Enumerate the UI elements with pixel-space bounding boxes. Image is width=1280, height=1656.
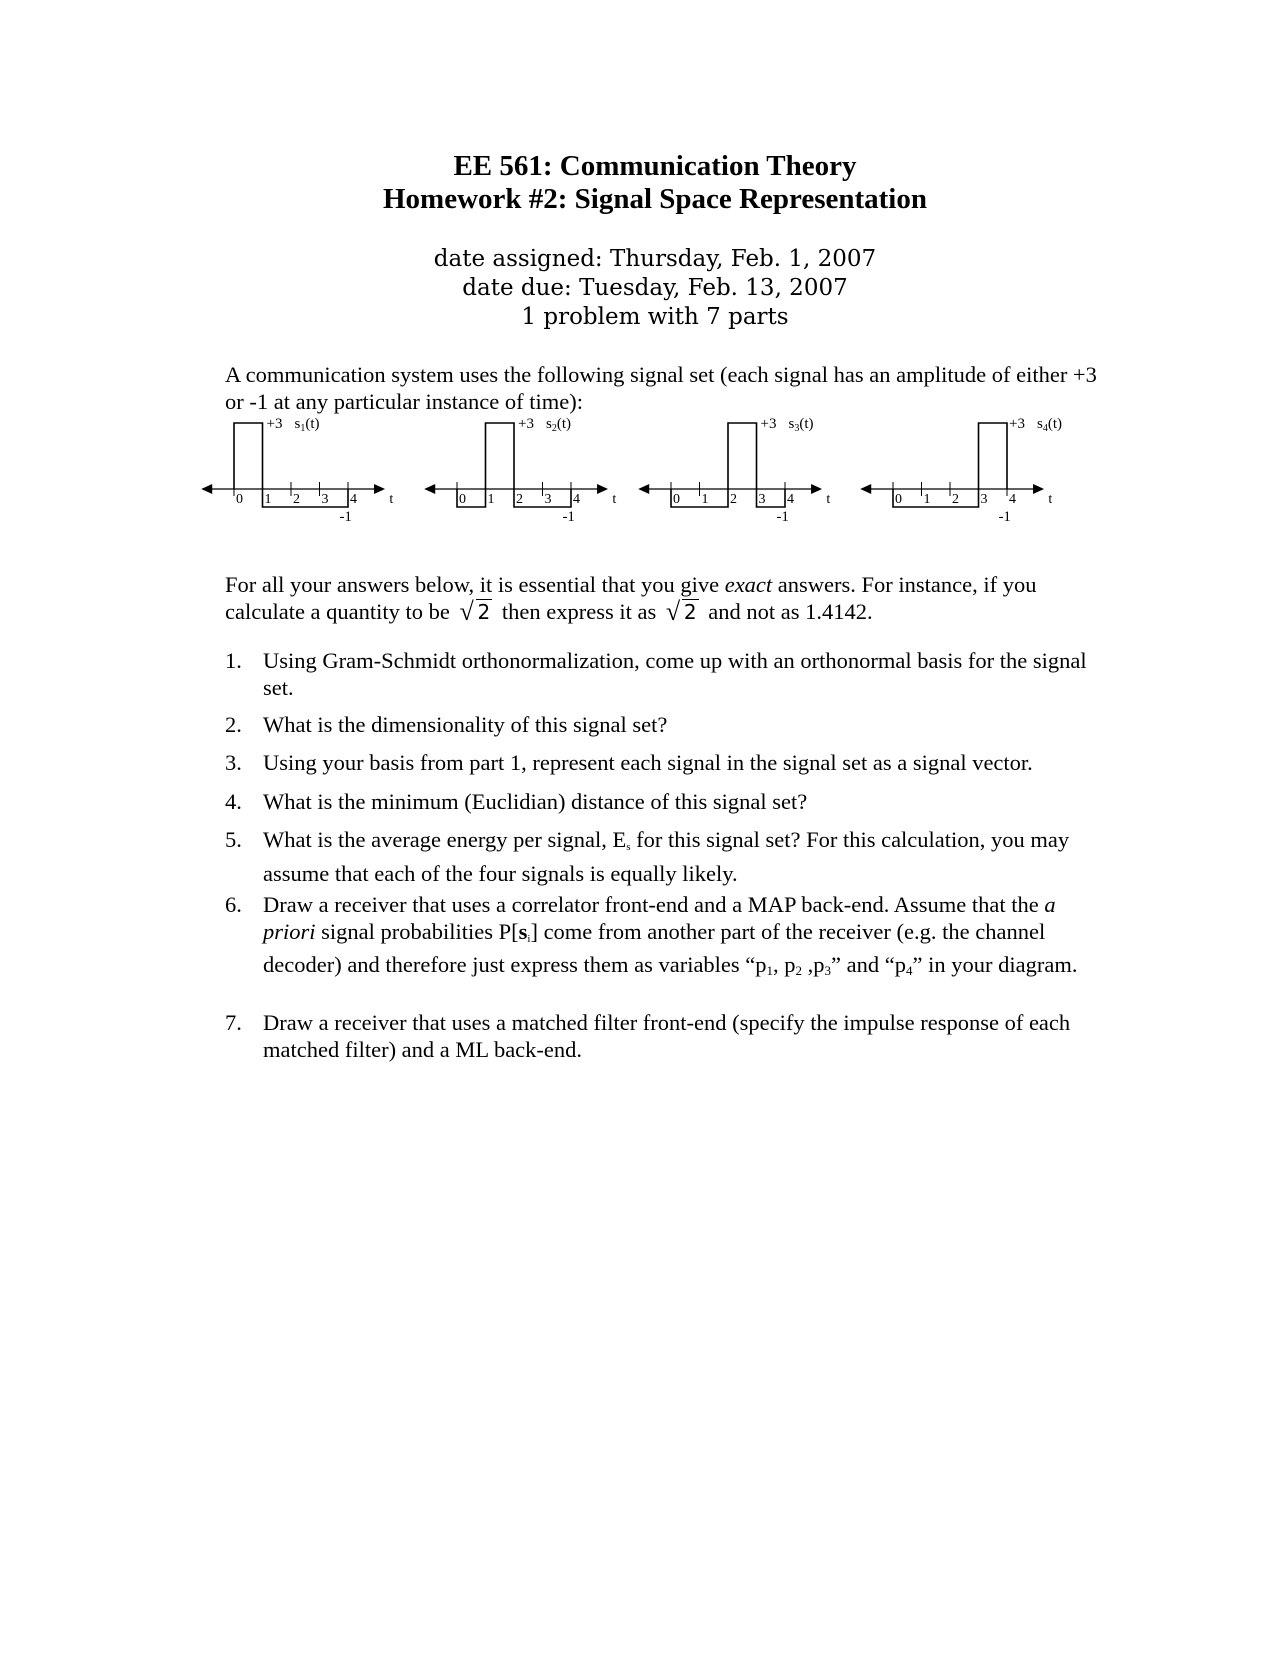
exact-answers-note	[225, 572, 1105, 625]
tick-label: 3	[758, 492, 766, 507]
question-text: Using your basis from part 1, represent each signal in the signal set as a signal vector.	[263, 750, 1033, 775]
axis-left-arrow-icon	[201, 484, 212, 494]
radical-icon: √	[459, 596, 474, 626]
axis-left-arrow-icon	[638, 484, 649, 494]
note-text-3: then express it as	[496, 598, 662, 624]
tick-label: 1	[923, 492, 931, 507]
negative-amplitude-label: -1	[339, 509, 352, 525]
date-assigned: date assigned: Thursday, Feb. 1, 2007	[433, 246, 877, 272]
p1-subscript: 1	[766, 963, 774, 978]
sqrt-value: 2	[683, 599, 697, 624]
amplitude-label: +3	[760, 416, 777, 432]
q6-text-f: ” and “p	[831, 952, 907, 977]
tick-label: 1	[487, 492, 495, 507]
tick-label: 1	[264, 492, 272, 507]
question-3	[225, 750, 1105, 777]
signal-argument: (t)	[799, 416, 814, 432]
q6-bold-s: s	[518, 918, 528, 944]
negative-amplitude-label: -1	[776, 509, 789, 525]
tick-label: 0	[236, 492, 243, 507]
amplitude-label: +3	[518, 416, 534, 432]
note-emphasis: exact	[724, 572, 773, 597]
date-due: date due: Tuesday, Feb. 13, 2007	[462, 275, 848, 301]
question-number: 6.	[225, 892, 242, 917]
q6-text-e: ,p	[802, 952, 825, 977]
signal-argument: (t)	[1047, 416, 1063, 432]
q6-emphasis: a priori	[263, 892, 1056, 944]
sqrt-value: 2	[477, 599, 491, 624]
q5-text-a: What is the average energy per signal, E	[263, 827, 627, 852]
tick-label: 4	[350, 492, 357, 507]
tick-label: 2	[516, 492, 523, 507]
signal-subscript: 2	[551, 423, 557, 434]
amplitude-label: +3	[266, 416, 283, 432]
question-number: 3.	[225, 750, 242, 775]
tick-label: 3	[544, 492, 552, 507]
p4-subscript: 4	[906, 963, 913, 978]
question-text: Using Gram-Schmidt orthonormalization, come up with an orthonormal basis for the signal set.	[263, 648, 1087, 700]
tick-label: 3	[321, 492, 329, 507]
axis-right-arrow-icon	[374, 484, 385, 494]
note-text-2: answers. For instance, if you calculate a quantity to be	[225, 572, 1037, 624]
axis-left-arrow-icon	[860, 484, 871, 494]
note-text-4: and not as 1.4142.	[702, 598, 873, 624]
q6-text-d: , p	[773, 952, 796, 977]
radical-icon: √	[665, 596, 681, 626]
question-text: What is the minimum (Euclidian) distance of this signal set?	[263, 789, 808, 814]
homework-title: Homework #2: Signal Space Representation	[382, 183, 927, 215]
signal-argument: (t)	[305, 416, 320, 432]
signal-name-label: $s_2(t)$	[546, 416, 572, 434]
negative-amplitude-label: -1	[562, 509, 575, 525]
signal-plot-3	[638, 416, 830, 525]
tick-label: 4	[1009, 492, 1016, 507]
signal-waveform	[457, 423, 571, 507]
signal-plot-1	[201, 416, 393, 525]
tick-label: 2	[952, 492, 959, 507]
axis-right-arrow-icon	[811, 484, 822, 494]
question-2	[225, 712, 1105, 739]
axis-variable-label: t	[389, 492, 394, 507]
tick-label: 2	[293, 492, 300, 507]
signal-plot-4	[860, 416, 1062, 525]
p3-subscript: 3	[824, 963, 832, 978]
q6-text-g: ” in your diagram.	[912, 952, 1078, 977]
axis-left-arrow-icon	[424, 484, 435, 494]
question-1	[225, 648, 1105, 701]
signal-name-label: $s_4(t)$	[1037, 416, 1063, 434]
sqrt-two-symbol	[665, 596, 699, 626]
intro-paragraph: A communication system uses the following signal set (each signal has an amplitude of either +3 or -1 at any particular instance of time):	[225, 362, 1097, 414]
axis-variable-label: t	[826, 492, 831, 507]
question-6	[225, 892, 1105, 985]
energy-subscript: s	[626, 841, 631, 853]
question-text: Draw a receiver that uses a matched filter front-end (specify the impulse response of each matched filter) and a ML back-end.	[263, 1010, 1071, 1062]
tick-label: 0	[895, 492, 902, 507]
signal-name-label: $s_1(t)$	[294, 416, 320, 434]
tick-label: 2	[730, 492, 737, 507]
tick-label: 3	[980, 492, 988, 507]
signal-plot-2	[424, 416, 616, 525]
tick-label: 0	[673, 492, 680, 507]
negative-amplitude-label: -1	[998, 509, 1011, 525]
q5-text-b: for this signal set? For this calculation, you may assume that each of the four signals is equally likely.	[263, 827, 1070, 886]
q6-sub-i: i	[527, 932, 531, 945]
tick-label: 4	[787, 492, 794, 507]
signal-waveform	[671, 423, 785, 507]
signal-plots	[0, 412, 1280, 532]
question-text: What is the dimensionality of this signal set?	[263, 712, 668, 737]
question-7	[225, 1010, 1105, 1063]
question-text	[263, 892, 1105, 985]
note-text-1: For all your answers below, it is essential that you give	[225, 572, 725, 597]
signal-name-label: $s_3(t)$	[788, 416, 814, 434]
axis-right-arrow-icon	[1033, 484, 1044, 494]
question-text	[263, 827, 1105, 887]
q6-text-c: ] come from another part of the receiver (e.g. the channel decoder) and therefore just express them as variables “p	[263, 918, 1046, 977]
question-number: 5.	[225, 827, 242, 852]
question-5	[225, 827, 1105, 887]
p2-subscript: 2	[795, 963, 803, 978]
signal-subscript: 1	[300, 423, 306, 434]
question-number: 7.	[225, 1010, 242, 1035]
course-title: EE 561: Communication Theory	[453, 150, 857, 182]
axis-variable-label: t	[1048, 492, 1053, 507]
tick-label: 0	[459, 492, 466, 507]
question-4	[225, 789, 1105, 816]
problem-count: 1 problem with 7 parts	[521, 304, 789, 330]
sqrt-two-symbol	[459, 596, 493, 626]
q6-text-b: signal probabilities P[	[315, 918, 519, 944]
signal-subscript: 4	[1042, 423, 1048, 434]
tick-label: 1	[701, 492, 709, 507]
signal-argument: (t)	[556, 416, 572, 432]
axis-right-arrow-icon	[597, 484, 608, 494]
question-number: 4.	[225, 789, 242, 814]
amplitude-label: +3	[1009, 416, 1025, 432]
question-number: 1.	[225, 648, 242, 673]
axis-variable-label: t	[612, 492, 617, 507]
signal-subscript: 3	[794, 423, 800, 434]
tick-label: 4	[573, 492, 580, 507]
q6-text-a: Draw a receiver that uses a correlator front-end and a MAP back-end. Assume that the	[263, 892, 1045, 917]
question-number: 2.	[225, 712, 242, 737]
